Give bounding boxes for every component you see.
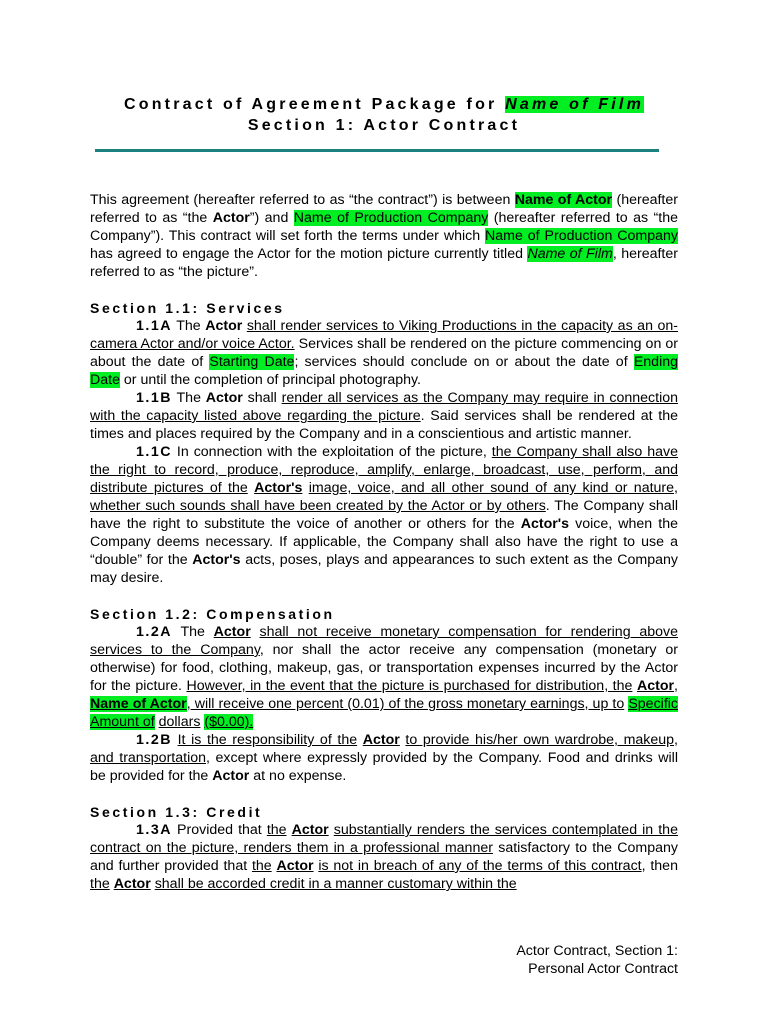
page-footer <box>420 942 678 978</box>
clause-1-2a: 1.2A The Actor shall not receive monetary compensation for rendering above services to the Company, nor shall the actor receive any compensation (monetary or otherwise) for food, clothing, makeup, gas, or transportation expenses incurred by the Actor for the picture. However, in the event that the picture is purchased for distribution, the Actor, Name of Actor, will receive one percent (0.01) of the gross monetary earnings, up to Specific Amount of dollars ($0.00). <box>90 624 679 730</box>
clause-label: 1.1B <box>136 390 172 406</box>
title-film-placeholder: Name of Film <box>505 96 645 113</box>
clause-1-1a: 1.1A The Actor shall render services to Viking Productions in the capacity as an on- camera Actor and/or voice Actor. Services shall be rendered on the picture commencing on or about the date of Starting Date; services should conclude on or about the date of Ending Date or until the completion of principal photography. <box>90 318 679 388</box>
clause-label: 1.3A <box>136 822 172 838</box>
clause-1-1b: 1.1B The Actor shall render all services as the Company may require in connection with the capacity listed above regarding the picture. Said services shall be rendered at the times and places required by the Company and in a conscientious and artistic manner. <box>90 390 678 442</box>
placeholder-starting-date: Starting Date <box>209 354 295 370</box>
clause-1-1c: 1.1C In connection with the exploitation of the picture, the Company shall also have the right to record, produce, reproduce, amplify, enlarge, broadcast, use, perform, and distribute pictures of the Actor's image, voice, and all other sound of any kind or nature, whether such sounds shall have been created by the Actor or by others. The Company shall have the right to substitute the voice of another or others for the Actor's voice, when the Company deems necessary. If applicable, the Company shall also have the right to use a “double” for the Actor's acts, poses, plays and appearances to such extent as the Company may desire. <box>90 444 679 586</box>
header-divider <box>95 149 659 152</box>
page-subtitle: Section 1: Actor Contract <box>247 117 521 134</box>
placeholder-actor-name: Name of Actor <box>514 192 613 208</box>
placeholder-specific-amount: Specific Amount of <box>90 696 679 730</box>
section-heading-credit: Section 1.3: Credit <box>90 804 263 820</box>
placeholder-ending-date: Ending Date <box>90 354 679 388</box>
footer-line-2: Personal Actor Contract <box>528 961 678 977</box>
placeholder-actor-name-2: Name of Actor <box>90 696 187 712</box>
placeholder-dollar-amount: ($0.00). <box>204 714 254 730</box>
section-heading-services: Section 1.1: Services <box>90 300 285 316</box>
clause-label: 1.1A <box>136 318 172 334</box>
placeholder-film-name: Name of Film <box>527 246 613 262</box>
section-heading-compensation: Section 1.2: Compensation <box>90 606 335 622</box>
clause-label: 1.2A <box>136 624 172 640</box>
intro-paragraph: This agreement (hereafter referred to as “the contract”) is between Name of Actor (hereafter referred to as “the Actor”) and Name of Production Company (hereafter referred to as “the Company”). This contract will set forth the terms under which Name of Production Company has agreed to engage the Actor for the motion picture currently titled Name of Film, hereafter referred to as “the picture”. <box>90 192 679 280</box>
placeholder-company-name-2: Name of Production Company <box>485 228 678 244</box>
page-title <box>90 94 678 115</box>
clause-label: 1.1C <box>136 444 172 460</box>
placeholder-company-name: Name of Production Company <box>293 210 489 226</box>
clause-label: 1.2B <box>136 732 172 748</box>
title-prefix: Contract of Agreement Package for <box>123 96 498 113</box>
clause-1-3a: 1.3A Provided that the Actor substantially renders the services contemplated in the contract on the picture, renders them in a professional manner satisfactory to the Company and further provided that the Actor is not in breach of any of the terms of this contract, then the Actor shall be accorded credit in a manner customary within the <box>90 822 678 892</box>
footer-line-1: Actor Contract, Section 1: <box>516 943 678 959</box>
clause-1-2b: 1.2B It is the responsibility of the Actor to provide his/her own wardrobe, makeup, and transportation, except where expressly provided by the Company. Food and drinks will be provided for the Actor at no expense. <box>90 732 678 784</box>
contract-body <box>90 191 678 893</box>
